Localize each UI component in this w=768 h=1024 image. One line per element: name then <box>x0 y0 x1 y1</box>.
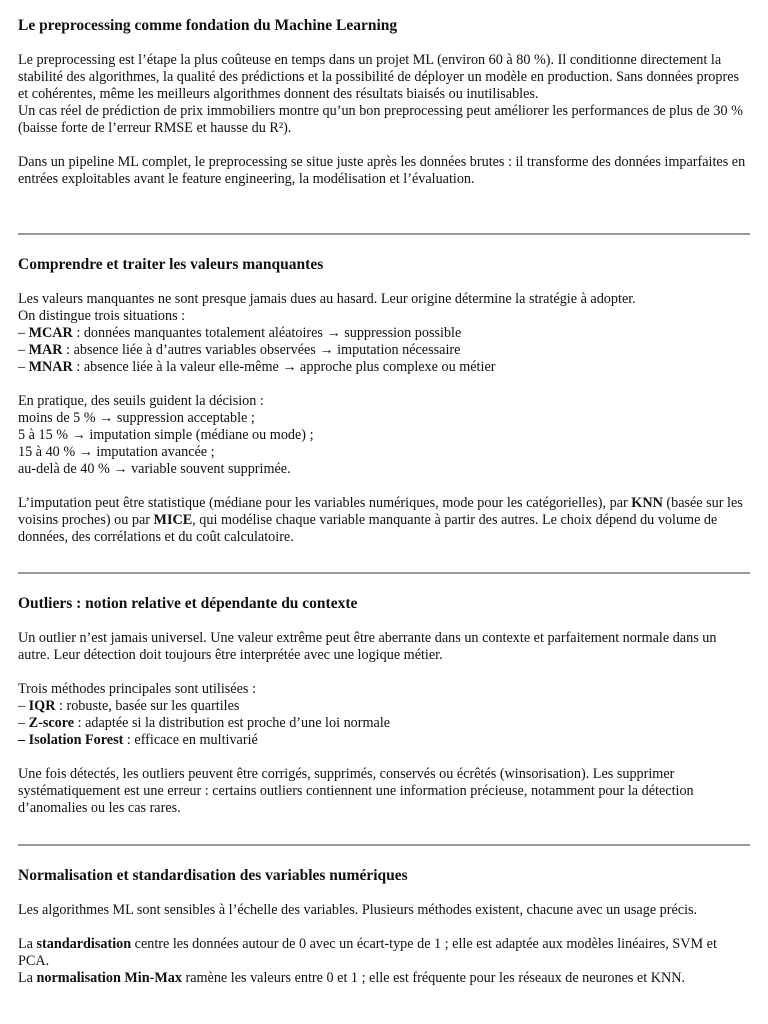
paragraph <box>18 291 751 376</box>
text-line: Les valeurs manquantes ne sont presque jamais dues au hasard. Leur origine détermine la stratégie à adopter. <box>18 291 636 307</box>
threshold-line: 15 à 40 % → imputation avancée ; <box>18 444 215 460</box>
paragraph: Un cas réel de prédiction de prix immobiliers montre qu’un bon preprocessing peut améliorer les performances de plus de 30 % (baisse forte de l’erreur RMSE et hausse du R²). <box>18 103 743 136</box>
paragraph: L’imputation peut être statistique (médiane pour les variables numériques, mode pour les catégorielles), par KNN (basée sur les voisins proches) ou par MICE, qui modélise chaque variable manquante à partir des autres. Le choix dépend du volume de données, des corrélations et du coût calculatoire. <box>18 495 743 545</box>
text-line: On distingue trois situations : <box>18 308 186 324</box>
term: KNN <box>631 495 663 511</box>
list-item: – IQR : robuste, basée sur les quartiles <box>18 698 240 714</box>
section-divider <box>18 572 750 574</box>
section-divider <box>18 844 750 846</box>
term: MNAR <box>28 359 73 375</box>
text-line: En pratique, des seuils guident la décision : <box>18 393 264 409</box>
list-item: – MNAR : absence liée à la valeur elle-même → approche plus complexe ou métier <box>18 359 496 375</box>
term: normalisation Min-Max <box>36 970 182 986</box>
paragraph <box>18 393 751 478</box>
paragraph: Une fois détectés, les outliers peuvent être corrigés, supprimés, conservés ou écrêtés (winsorisation). Les supprimer systématiquement est une erreur : certains outliers contiennent une information précieuse, notamment pour la détection d’anomalies ou les cas rares. <box>18 766 694 816</box>
list-item: – Isolation Forest : efficace en multivarié <box>18 732 258 748</box>
section-title: Normalisation et standardisation des variables numériques <box>18 867 408 884</box>
term: IQR <box>28 698 56 714</box>
section-missing-values <box>18 256 751 546</box>
term: – Isolation Forest <box>18 732 124 748</box>
section-outliers <box>18 595 751 817</box>
threshold-line: 5 à 15 % → imputation simple (médiane ou mode) ; <box>18 427 314 443</box>
paragraph <box>18 681 751 749</box>
section-normalisation <box>18 867 751 987</box>
term: standardisation <box>36 936 132 952</box>
term: MCAR <box>28 325 73 341</box>
list-item: – MCAR : données manquantes totalement aléatoires → suppression possible <box>18 325 462 341</box>
section-preprocessing <box>18 17 751 188</box>
term: Z-score <box>28 715 75 731</box>
paragraph: Dans un pipeline ML complet, le preprocessing se situe juste après les données brutes : il transforme des données imparfaites en entrées exploitables avant le feature engineering, la modélisation et l’évaluation. <box>18 154 746 187</box>
text-line: Trois méthodes principales sont utilisées : <box>18 681 256 697</box>
term: MICE <box>153 512 193 528</box>
threshold-line: au-delà de 40 % → variable souvent supprimée. <box>18 461 291 477</box>
section-divider <box>18 233 750 235</box>
section-title: Le preprocessing comme fondation du Machine Learning <box>18 17 398 34</box>
paragraph: La standardisation centre les données autour de 0 avec un écart-type de 1 ; elle est adaptée aux modèles linéaires, SVM et PCA. <box>18 936 717 969</box>
section-title: Outliers : notion relative et dépendante du contexte <box>18 595 358 612</box>
section-title: Comprendre et traiter les valeurs manquantes <box>18 256 324 273</box>
term: MAR <box>28 342 63 358</box>
list-item: – MAR : absence liée à d’autres variables observées → imputation nécessaire <box>18 342 461 358</box>
paragraph: Le preprocessing est l’étape la plus coûteuse en temps dans un projet ML (environ 60 à 80 %). Il conditionne directement la stabilité des algorithmes, la qualité des prédictions et la possibilité de déployer un modèle en production. Sans données propres et cohérentes, même les meilleurs algorithmes donnent des résultats biaisés ou inutilisables. <box>18 52 740 102</box>
list-item: – Z-score : adaptée si la distribution est proche d’une loi normale <box>18 715 391 731</box>
paragraph: Les algorithmes ML sont sensibles à l’échelle des variables. Plusieurs méthodes existent, chacune avec un usage précis. <box>18 902 698 918</box>
paragraph: La normalisation Min-Max ramène les valeurs entre 0 et 1 ; elle est fréquente pour les réseaux de neurones et KNN. <box>18 970 685 986</box>
threshold-line: moins de 5 % → suppression acceptable ; <box>18 410 255 426</box>
paragraph: Un outlier n’est jamais universel. Une valeur extrême peut être aberrante dans un contexte et parfaitement normale dans un autre. Leur détection doit toujours être interprétée avec une logique métier. <box>18 630 717 663</box>
